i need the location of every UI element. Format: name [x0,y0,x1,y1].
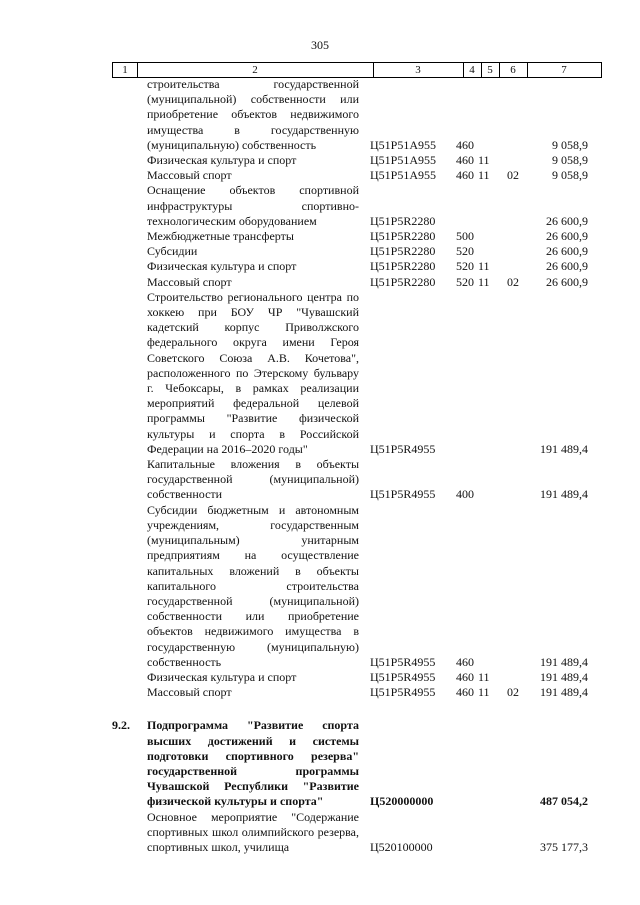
row-name: Физическая культура и спорт [147,669,297,684]
table-row [0,259,640,274]
row-sum: 26 600,9 [546,229,588,244]
row-code: Ц51Р5R4955 [370,441,436,456]
row-sum: 9 058,9 [552,137,588,152]
row-col5: 11 [478,685,490,700]
row-col4: 460 [456,153,474,168]
row-code: Ц51Р51А955 [370,153,437,168]
page-number: 305 [311,38,329,52]
row-col4: 460 [456,654,474,669]
row-col5: 11 [478,168,490,183]
row-spacer [0,700,640,718]
row-col6: 02 [507,685,519,700]
row-sum: 26 600,9 [546,259,588,274]
row-name: Субсидии бюджетным и автономным учреждениям, государственным (муниципальным) унитарным предприятиям на осуществление капитальных вложений в объекты капитального строительства государственной (муниципальной) собственности или приобретение объектов недвижимого имущества в государственную (муниципальную) собственность [147,502,359,669]
row-name: Массовый спорт [147,274,232,289]
row-name: Подпрограмма "Развитие спорта высших достижений и системы подготовки спортивного резерва" государственной программы Чувашской Республики "Развитие физической культуры и спорта" [147,718,359,809]
table-row [0,457,640,503]
row-code: Ц520100000 [370,839,433,854]
row-sum: 9 058,9 [552,168,588,183]
row-code: Ц51Р5R4955 [370,487,436,502]
row-name: строительства государственной (муниципальной) собственности или приобретение объектов недвижимого имущества в государственную (муниципальную) собственность [147,77,359,152]
row-sum: 9 058,9 [552,153,588,168]
row-col4: 460 [456,168,474,183]
row-sum: 26 600,9 [546,213,588,228]
row-col4: 520 [456,259,474,274]
row-code: Ц51Р5R4955 [370,654,436,669]
row-name: Массовый спорт [147,168,232,183]
row-sum: 487 054,2 [540,794,588,809]
row-col5: 11 [478,669,490,684]
row-code: Ц51Р5R2280 [370,244,436,259]
table-row [0,77,640,153]
table-row [0,168,640,183]
row-code: Ц51Р51А955 [370,137,437,152]
header-col-7: 7 [561,64,567,76]
row-code: Ц520000000 [370,794,434,809]
row-sum: 191 489,4 [540,654,588,669]
table-row [0,153,640,168]
header-col-3: 3 [415,64,421,76]
row-col5: 11 [478,259,490,274]
table-body [0,77,640,855]
row-col4: 400 [456,487,474,502]
row-sum: 191 489,4 [540,441,588,456]
row-col4: 520 [456,244,474,259]
table-header [112,62,602,78]
row-col4: 460 [456,669,474,684]
row-name: Физическая культура и спорт [147,259,297,274]
header-col-6: 6 [510,64,516,76]
header-col-5: 5 [487,64,493,76]
row-sum: 375 177,3 [540,839,588,854]
row-col4: 520 [456,274,474,289]
row-col4: 460 [456,137,474,152]
row-name: Межбюджетные трансферты [147,229,294,244]
table-row [0,718,640,809]
row-sum: 191 489,4 [540,685,588,700]
table-row [0,685,640,700]
row-col6: 02 [507,168,519,183]
row-sum: 26 600,9 [546,274,588,289]
row-sum: 191 489,4 [540,487,588,502]
row-code: Ц51Р5R2280 [370,229,436,244]
row-col4: 500 [456,229,474,244]
row-col4: 460 [456,685,474,700]
row-code: Ц51Р5R2280 [370,274,436,289]
table-row [0,670,640,685]
row-name: Строительство регионального центра по хоккею при БОУ ЧР "Чувашский кадетский корпус Приволжского федерального округа имени Героя Советского Союза А.В. Кочетова", расположенного по Этерскому бульвару г. Чебоксары, в рамках реализации мероприятий федеральной целевой программы "Развитие физической культуры и спорта в Российской Федерации на 2016–2020 годы" [147,289,359,456]
row-col5: 11 [478,274,490,289]
table-row [0,183,640,229]
table-row [0,810,640,856]
table-row [0,503,640,670]
table-row [0,275,640,290]
row-name: Субсидии [147,244,198,259]
table-row [0,229,640,244]
header-col-2: 2 [252,64,258,76]
row-number: 9.2. [112,718,130,733]
row-sum: 26 600,9 [546,244,588,259]
row-code: Ц51Р5R4955 [370,685,436,700]
row-sum: 191 489,4 [540,669,588,684]
table-row [0,290,640,457]
row-code: Ц51Р51А955 [370,168,437,183]
header-col-1: 1 [122,64,128,76]
table-row [0,244,640,259]
header-col-4: 4 [469,64,475,76]
row-name: Основное мероприятие "Содержание спортивных школ олимпийского резерва, спортивных школ, училища [147,809,359,854]
row-code: Ц51Р5R4955 [370,669,436,684]
row-name: Капитальные вложения в объекты государственной (муниципальной) собственности [147,457,359,502]
row-col5: 11 [478,153,490,168]
row-col6: 02 [507,274,519,289]
row-name: Физическая культура и спорт [147,153,297,168]
row-code: Ц51Р5R2280 [370,213,436,228]
row-code: Ц51Р5R2280 [370,259,436,274]
row-name: Оснащение объектов спортивной инфраструктуры спортивно-технологическим оборудованием [147,183,359,228]
row-name: Массовый спорт [147,685,232,700]
